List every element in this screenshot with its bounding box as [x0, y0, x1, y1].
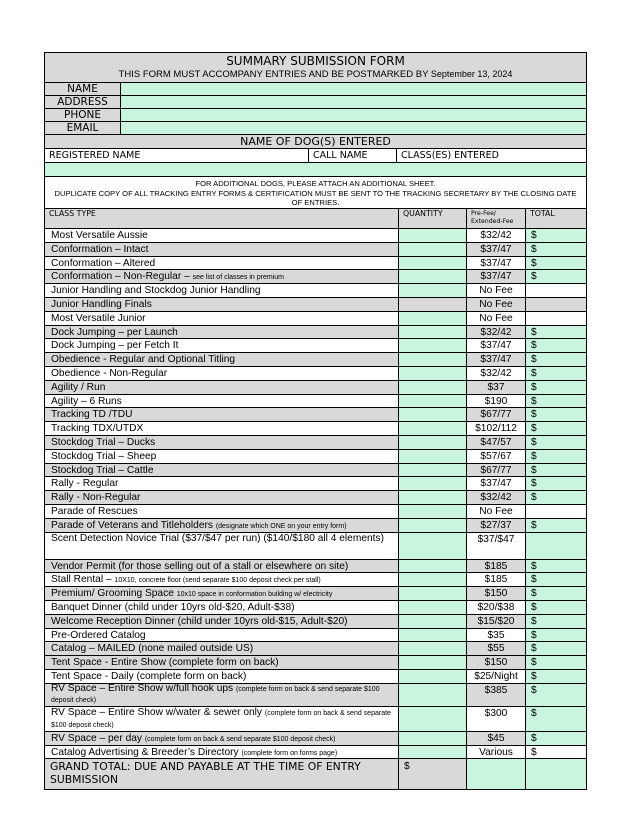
scent-detection-quantity[interactable] — [399, 533, 467, 559]
fee-row-fee: $102/112 — [467, 422, 526, 435]
fee-row-fee: $32/42 — [467, 367, 526, 380]
scent-detection-fee: $37/$47 — [467, 533, 526, 559]
form-title: SUMMARY SUBMISSION FORM — [226, 54, 405, 68]
fee-row-total[interactable]: $ — [526, 326, 586, 339]
rv-entire-hookup-name: RV Space – Entire Show w/full hook ups (complete form on back & send separate $100 deposit check) — [45, 684, 399, 706]
fee-row — [45, 670, 586, 684]
contact-row — [45, 83, 586, 96]
rv-entire-water-row — [45, 707, 586, 732]
fee-row-name: Dock Jumping – per Launch — [45, 326, 399, 339]
rv-entire-water-fee: $300 — [467, 707, 526, 731]
fee-row-quantity[interactable] — [399, 615, 467, 628]
fee-row-total[interactable]: $ — [526, 339, 586, 352]
contact-label: PHONE — [45, 109, 121, 121]
fee-row — [45, 284, 586, 298]
fee-row — [45, 257, 586, 271]
fee-row-fee: $185 — [467, 560, 526, 573]
fee-row-name: Banquet Dinner (child under 10yrs old-$20, Adult-$38) — [45, 601, 399, 614]
fee-row-fee: $57/67 — [467, 450, 526, 463]
fee-row — [45, 746, 586, 760]
scent-detection-row — [45, 533, 586, 560]
fee-row-fee: $37/47 — [467, 339, 526, 352]
fee-row-name: Junior Handling and Stockdog Junior Handling — [45, 284, 399, 297]
fee-row-name: Conformation – Altered — [45, 257, 399, 270]
fee-row-fee: No Fee — [467, 298, 526, 311]
fee-row-total[interactable]: $ — [526, 615, 586, 628]
fee-row-name: Tent Space - Daily (complete form on back) — [45, 670, 399, 683]
fee-row-fee: $150 — [467, 656, 526, 669]
rv-entire-water-quantity[interactable] — [399, 707, 467, 731]
classes-entered-header: CLASS(ES) ENTERED — [401, 150, 500, 161]
fee-row-name: Parade of Rescues — [45, 505, 399, 518]
fee-row-quantity[interactable] — [399, 367, 467, 380]
fee-row — [45, 381, 586, 395]
fee-row-total[interactable]: $ — [526, 491, 586, 504]
fee-row-name: Stockdog Trial – Sheep — [45, 450, 399, 463]
table-header-row — [45, 209, 586, 229]
form-subtitle: THIS FORM MUST ACCOMPANY ENTRIES AND BE POSTMARKED BY September 13, 2024 — [118, 69, 513, 80]
fee-row — [45, 505, 586, 519]
fee-row-quantity[interactable] — [399, 670, 467, 683]
fee-row-quantity[interactable] — [399, 326, 467, 339]
class-type-header: CLASS TYPE — [45, 209, 399, 228]
fee-row-fee: $190 — [467, 395, 526, 408]
fee-row — [45, 450, 586, 464]
fee-row-total[interactable] — [526, 505, 586, 518]
fee-row-name: Catalog Advertising & Breeder’s Directory (complete form on forms page) — [45, 746, 399, 759]
fee-row-quantity[interactable] — [399, 257, 467, 270]
fee-row-name: Agility – 6 Runs — [45, 395, 399, 408]
fee-row-quantity[interactable] — [399, 436, 467, 449]
fee-row — [45, 270, 586, 284]
fee-row-quantity[interactable] — [399, 519, 467, 532]
fee-row-fee: $37/47 — [467, 257, 526, 270]
fee-row-name: Tracking TD /TDU — [45, 408, 399, 421]
fee-row — [45, 642, 586, 656]
notes-row — [45, 177, 586, 209]
fee-row — [45, 615, 586, 629]
fee-row — [45, 732, 586, 746]
registered-name-header: REGISTERED NAME — [45, 149, 309, 162]
fee-row-name: Stall Rental – 10X10, concrete floor (send separate $100 deposit check per stall) — [45, 573, 399, 586]
fee-row-name: Catalog – MAILED (none mailed outside US) — [45, 642, 399, 655]
fee-row-quantity[interactable] — [399, 560, 467, 573]
fee-row-quantity[interactable] — [399, 629, 467, 642]
rv-daily-rows — [45, 732, 586, 760]
fee-row-quantity[interactable] — [399, 312, 467, 325]
fee-row-total[interactable]: $ — [526, 587, 586, 600]
fee-row-quantity[interactable] — [399, 642, 467, 655]
fee-row-quantity[interactable] — [399, 732, 467, 745]
scent-detection-name: Scent Detection Novice Trial ($37/$47 per run) ($140/$180 all 4 elements) — [45, 533, 399, 559]
fee-row-name: Stockdog Trial – Ducks — [45, 436, 399, 449]
fee-row — [45, 656, 586, 670]
class-rows — [45, 229, 586, 533]
fee-row-total[interactable]: $ — [526, 367, 586, 380]
contact-row — [45, 122, 586, 135]
fee-row-fee: No Fee — [467, 505, 526, 518]
fee-row-fee: $20/$38 — [467, 601, 526, 614]
fee-row-quantity[interactable] — [399, 353, 467, 366]
fee-row — [45, 367, 586, 381]
contact-row — [45, 109, 586, 122]
fee-row-total[interactable]: $ — [526, 732, 586, 745]
dogs-heading-row — [45, 135, 586, 149]
fee-row — [45, 560, 586, 574]
fee-row-fee: $37/47 — [467, 243, 526, 256]
contact-label: ADDRESS — [45, 96, 121, 108]
deadline-date: September 13, 2024 — [430, 69, 513, 79]
fee-row-total[interactable]: $ — [526, 270, 586, 283]
fee-row-total[interactable]: $ — [526, 560, 586, 573]
total-header: TOTAL — [530, 209, 555, 218]
fee-row-name: Stockdog Trial – Cattle — [45, 464, 399, 477]
quantity-header: QUANTITY — [399, 209, 467, 228]
rv-entire-water-name: RV Space – Entire Show w/water & sewer only (complete form on back & send separate $100 deposit check) — [45, 707, 399, 731]
fee-row-name: Conformation – Non-Regular – see list of classes in premium — [45, 270, 399, 283]
fee-row — [45, 601, 586, 615]
fee-row-fee: $32/42 — [467, 229, 526, 242]
fee-row-fee: $67/77 — [467, 464, 526, 477]
fee-row-fee: $37/47 — [467, 353, 526, 366]
fee-row-quantity[interactable] — [399, 464, 467, 477]
fee-row-total[interactable]: $ — [526, 436, 586, 449]
fee-row-name: Obedience - Non-Regular — [45, 367, 399, 380]
fee-row-name: Junior Handling Finals — [45, 298, 399, 311]
fee-row-total[interactable]: $ — [526, 243, 586, 256]
fee-row-quantity[interactable] — [399, 270, 467, 283]
contact-field[interactable] — [121, 83, 586, 95]
fee-row-fee: $37/47 — [467, 270, 526, 283]
fee-row-name: Obedience - Regular and Optional Titling — [45, 353, 399, 366]
grand-total-row — [45, 759, 586, 789]
fee-row-total[interactable]: $ — [526, 353, 586, 366]
fee-row-name: Tent Space - Entire Show (complete form on back) — [45, 656, 399, 669]
contact-label: NAME — [45, 83, 121, 95]
fee-row-name: Tracking TDX/UTDX — [45, 422, 399, 435]
fee-row — [45, 587, 586, 601]
grand-total-fee-cell[interactable] — [467, 759, 526, 789]
fee-row-total[interactable] — [526, 284, 586, 297]
scent-detection-total[interactable] — [526, 533, 586, 559]
fee-row-fee: $35 — [467, 629, 526, 642]
fee-row-fee: $37/47 — [467, 477, 526, 490]
fee-row-quantity[interactable] — [399, 601, 467, 614]
fee-row-name: Most Versatile Aussie — [45, 229, 399, 242]
fee-row-total[interactable]: $ — [526, 450, 586, 463]
fee-row — [45, 629, 586, 643]
fee-row-total[interactable]: $ — [526, 746, 586, 759]
rv-entire-water-total[interactable]: $ — [526, 707, 586, 731]
fee-row — [45, 491, 586, 505]
fee-row-total[interactable]: $ — [526, 670, 586, 683]
contact-field[interactable] — [121, 96, 586, 108]
fee-row-total[interactable] — [526, 298, 586, 311]
summary-submission-form — [44, 52, 587, 790]
fee-row-quantity[interactable] — [399, 339, 467, 352]
fee-row — [45, 353, 586, 367]
rv-entire-hookup-fee: $385 — [467, 684, 526, 706]
rv-entire-hookup-quantity[interactable] — [399, 684, 467, 706]
dog-columns-row — [45, 149, 586, 163]
contact-field[interactable] — [121, 122, 586, 134]
fee-row-quantity[interactable] — [399, 381, 467, 394]
fee-row-quantity[interactable] — [399, 422, 467, 435]
fee-row — [45, 573, 586, 587]
form-header — [45, 53, 586, 83]
fee-row — [45, 422, 586, 436]
fee-row-fee: $25/Night — [467, 670, 526, 683]
fee-header: Pre-Fee/ Extended-Fee — [467, 209, 526, 228]
fee-row — [45, 436, 586, 450]
fee-row-fee: $47/57 — [467, 436, 526, 449]
rv-entire-hookup-row — [45, 684, 586, 707]
fee-row-total[interactable]: $ — [526, 519, 586, 532]
contact-field[interactable] — [121, 109, 586, 121]
fee-row-quantity[interactable] — [399, 298, 467, 311]
fee-row-name: Conformation – Intact — [45, 243, 399, 256]
fee-row-fee: No Fee — [467, 284, 526, 297]
fee-row-quantity[interactable] — [399, 284, 467, 297]
fee-row-name: Most Versatile Junior — [45, 312, 399, 325]
rv-entire-hookup-total[interactable]: $ — [526, 684, 586, 706]
fee-row-name: Parade of Veterans and Titleholders (designate which ONE on your entry form) — [45, 519, 399, 532]
fee-row-name: Rally - Regular — [45, 477, 399, 490]
fee-row — [45, 339, 586, 353]
dog-entry-row — [45, 163, 586, 177]
fee-row — [45, 408, 586, 422]
fee-row-total[interactable]: $ — [526, 381, 586, 394]
fee-row-fee: $27/37 — [467, 519, 526, 532]
contact-row — [45, 96, 586, 109]
fee-row-quantity[interactable] — [399, 408, 467, 421]
dogs-heading: NAME OF DOG(S) ENTERED — [240, 135, 391, 148]
fee-row — [45, 229, 586, 243]
fee-row-quantity[interactable] — [399, 573, 467, 586]
grand-total-value: $ — [399, 759, 467, 789]
fee-row-fee: $67/77 — [467, 408, 526, 421]
fee-row-quantity[interactable] — [399, 229, 467, 242]
fee-row-fee: $15/$20 — [467, 615, 526, 628]
fee-row-total[interactable]: $ — [526, 601, 586, 614]
fee-row-quantity[interactable] — [399, 587, 467, 600]
fee-row-total[interactable]: $ — [526, 408, 586, 421]
fee-row-fee: $32/42 — [467, 326, 526, 339]
fee-row-quantity[interactable] — [399, 505, 467, 518]
fee-row-total[interactable]: $ — [526, 257, 586, 270]
fee-row-total[interactable]: $ — [526, 573, 586, 586]
duplicate-copy-note: DUPLICATE COPY OF ALL TRACKING ENTRY FORMS & CERTIFICATION MUST BE SENT TO THE TRACKING SECRETARY BY THE CLOSING DATE OF ENTRIES. — [54, 188, 577, 207]
service-rows — [45, 560, 586, 684]
fee-row-quantity[interactable] — [399, 450, 467, 463]
contact-section — [45, 83, 586, 135]
fee-row-name: Pre-Ordered Catalog — [45, 629, 399, 642]
fee-row-total[interactable]: $ — [526, 229, 586, 242]
fee-row-total[interactable] — [526, 312, 586, 325]
fee-row-total[interactable]: $ — [526, 642, 586, 655]
fee-row-fee: $45 — [467, 732, 526, 745]
fee-row-fee: Various — [467, 746, 526, 759]
fee-row-name: Vendor Permit (for those selling out of a stall or elsewhere on site) — [45, 560, 399, 573]
call-name-header: CALL NAME — [309, 149, 397, 162]
fee-row — [45, 477, 586, 491]
additional-dogs-note: FOR ADDITIONAL DOGS, PLEASE ATTACH AN ADDITIONAL SHEET. — [195, 179, 436, 188]
fee-row-name: Premium/ Grooming Space 10x10 space in conformation building w/ electricity — [45, 587, 399, 600]
fee-row — [45, 326, 586, 340]
fee-row-fee: $32/42 — [467, 491, 526, 504]
contact-label: EMAIL — [45, 122, 121, 134]
fee-row — [45, 243, 586, 257]
dog-entry-field[interactable] — [45, 163, 586, 176]
fee-row-fee: $55 — [467, 642, 526, 655]
fee-row-quantity[interactable] — [399, 243, 467, 256]
fee-row-total[interactable]: $ — [526, 464, 586, 477]
fee-row-total[interactable]: $ — [526, 629, 586, 642]
fee-row-quantity[interactable] — [399, 477, 467, 490]
fee-row-total[interactable]: $ — [526, 422, 586, 435]
fee-row — [45, 312, 586, 326]
fee-row-name: Welcome Reception Dinner (child under 10yrs old-$15, Adult-$20) — [45, 615, 399, 628]
fee-row-name: RV Space – per day (complete form on back & send separate $100 deposit check) — [45, 732, 399, 745]
fee-row-fee: $150 — [467, 587, 526, 600]
fee-row-quantity[interactable] — [399, 656, 467, 669]
fee-row — [45, 395, 586, 409]
fee-row-quantity[interactable] — [399, 746, 467, 759]
fee-row-name: Agility / Run — [45, 381, 399, 394]
fee-row-fee: $37 — [467, 381, 526, 394]
fee-row-total[interactable]: $ — [526, 395, 586, 408]
grand-total-total-cell[interactable] — [526, 759, 586, 789]
fee-row — [45, 298, 586, 312]
fee-row-total[interactable]: $ — [526, 477, 586, 490]
fee-row — [45, 519, 586, 533]
fee-row-fee: No Fee — [467, 312, 526, 325]
fee-row-name: Rally - Non-Regular — [45, 491, 399, 504]
fee-row — [45, 464, 586, 478]
fee-row-quantity[interactable] — [399, 491, 467, 504]
fee-row-total[interactable]: $ — [526, 656, 586, 669]
fee-row-name: Dock Jumping – per Fetch It — [45, 339, 399, 352]
fee-row-fee: $185 — [467, 573, 526, 586]
grand-total-label: GRAND TOTAL: DUE AND PAYABLE AT THE TIME OF ENTRY SUBMISSION — [45, 759, 399, 789]
fee-row-quantity[interactable] — [399, 395, 467, 408]
